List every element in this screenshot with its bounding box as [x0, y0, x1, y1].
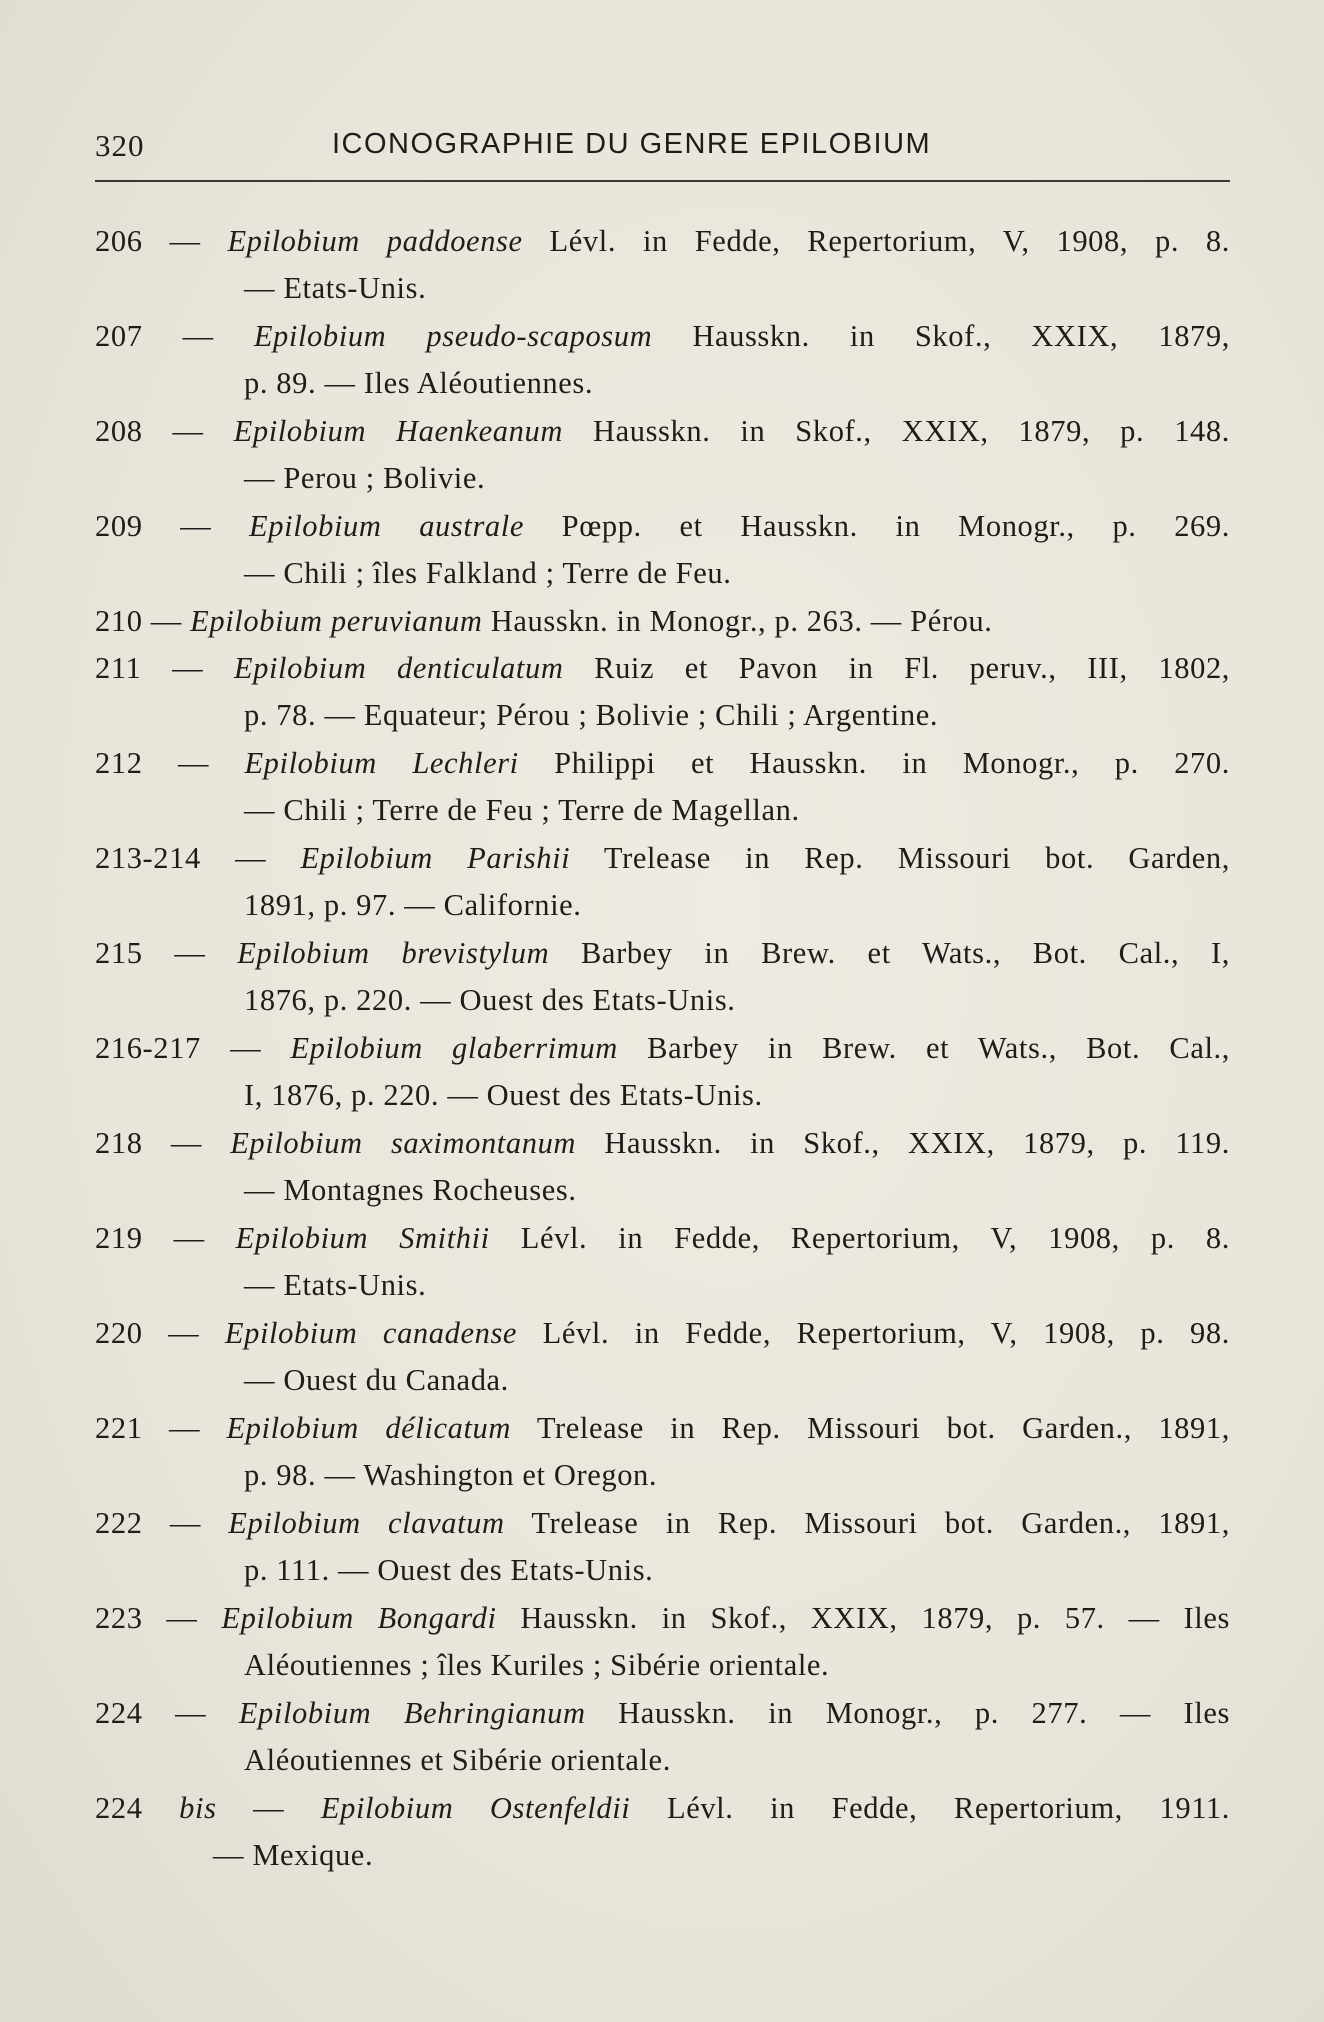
taxon-name: Epilobium canadense [224, 1316, 518, 1350]
entry-number: 213-214 [95, 841, 201, 875]
entry-suffix: bis [179, 1791, 217, 1825]
entry-number: 216-217 [95, 1031, 201, 1065]
citation: Philippi et Hausskn. in Monogr., p. 270. [554, 746, 1230, 780]
taxon-name: Epilobium clavatum [228, 1506, 505, 1540]
citation: Lévl. in Fedde, Repertorium, V, 1908, p. 98. [542, 1316, 1230, 1350]
citation-continuation: p. 89. — Iles Aléoutiennes. [244, 366, 594, 400]
entry-number: 207 [95, 319, 143, 353]
list-item: 222 — Epilobium clavatum Trelease in Rep. Missouri bot. Garden., 1891, p. 111. — Ouest des Etats-Unis. [95, 1500, 1230, 1595]
citation-continuation: — Etats-Unis. [244, 1268, 427, 1302]
page-header [95, 128, 1230, 174]
entry-number: 208 [95, 414, 143, 448]
citation: Hausskn. in Skof., XXIX, 1879, p. 57. — Iles [520, 1601, 1230, 1635]
taxon-name: Epilobium Bongardi [221, 1601, 497, 1635]
entry-number: 212 [95, 746, 143, 780]
citation: Hausskn. in Monogr., p. 277. — Iles [618, 1696, 1230, 1730]
entry-number: 222 [95, 1506, 143, 1540]
list-item: 224 — Epilobium Behringianum Hausskn. in Monogr., p. 277. — Iles Aléoutiennes et Sibérie orientale. [95, 1690, 1230, 1785]
entry-number: 224 [95, 1791, 143, 1825]
citation-continuation: p. 98. — Washington et Oregon. [244, 1458, 658, 1492]
citation-continuation: p. 78. — Equateur; Pérou ; Bolivie ; Chili ; Argentine. [244, 698, 939, 732]
list-item: 209 — Epilobium australe Pœpp. et Hausskn. in Monogr., p. 269. — Chili ; îles Falkland ; Terre de Feu. [95, 503, 1230, 598]
citation: Lévl. in Fedde, Repertorium, V, 1908, p. 8. [549, 224, 1230, 258]
citation: Lévl. in Fedde, Repertorium, V, 1908, p. 8. [520, 1221, 1230, 1255]
citation-continuation: p. 111. — Ouest des Etats-Unis. [244, 1553, 654, 1587]
citation: Hausskn. in Skof., XXIX, 1879, [692, 319, 1230, 353]
citation: Ruiz et Pavon in Fl. peruv., III, 1802, [594, 651, 1230, 685]
list-item: 207 — Epilobium pseudo-scaposum Hausskn. in Skof., XXIX, 1879, p. 89. — Iles Aléoutiennes. [95, 313, 1230, 408]
taxon-name: Epilobium Smithii [235, 1221, 490, 1255]
entry-number: 206 [95, 224, 143, 258]
taxon-name: Epilobium brevistylum [237, 936, 550, 970]
taxon-name: Epilobium glaberrimum [290, 1031, 618, 1065]
citation: Pœpp. et Hausskn. in Monogr., p. 269. [561, 509, 1230, 543]
list-item: 208 — Epilobium Haenkeanum Hausskn. in Skof., XXIX, 1879, p. 148. — Perou ; Bolivie. [95, 408, 1230, 503]
entry-number: 209 [95, 509, 143, 543]
list-item: 220 — Epilobium canadense Lévl. in Fedde, Repertorium, V, 1908, p. 98. — Ouest du Canada. [95, 1310, 1230, 1405]
entry-number: 210 [95, 604, 143, 638]
taxon-name: Epilobium saximontanum [230, 1126, 577, 1160]
citation-continuation: — Perou ; Bolivie. [244, 461, 486, 495]
entry-number: 221 [95, 1411, 143, 1445]
citation: Lévl. in Fedde, Repertorium, 1911. [666, 1791, 1230, 1825]
citation-continuation: — Mexique. [213, 1838, 374, 1872]
header-rule [95, 180, 1230, 182]
list-item: 224 bis — Epilobium Ostenfeldii Lévl. in Fedde, Repertorium, 1911. — Mexique. [95, 1785, 1230, 1880]
taxon-name: Epilobium Behringianum [238, 1696, 586, 1730]
taxon-name: Epilobium peruvianum [190, 604, 483, 638]
entry-number: 218 [95, 1126, 143, 1160]
citation-continuation: — Etats-Unis. [244, 271, 427, 305]
citation: Barbey in Brew. et Wats., Bot. Cal., I, [580, 936, 1230, 970]
citation-continuation: — Ouest du Canada. [244, 1363, 509, 1397]
list-item: 215 — Epilobium brevistylum Barbey in Brew. et Wats., Bot. Cal., I, 1876, p. 220. — Ouest des Etats-Unis. [95, 930, 1230, 1025]
citation-continuation: — Montagnes Rocheuses. [244, 1173, 577, 1207]
citation: Trelease in Rep. Missouri bot. Garden., 1891, [536, 1411, 1230, 1445]
taxon-name: Epilobium Parishii [300, 841, 571, 875]
citation-continuation: — Chili ; îles Falkland ; Terre de Feu. [244, 556, 732, 590]
page-number: 320 [95, 128, 145, 163]
taxon-name: Epilobium denticulatum [233, 651, 564, 685]
citation-continuation: Aléoutiennes ; îles Kuriles ; Sibérie orientale. [244, 1648, 830, 1682]
entry-number: 220 [95, 1316, 143, 1350]
citation-continuation: 1876, p. 220. — Ouest des Etats-Unis. [244, 983, 736, 1017]
list-item: 216-217 — Epilobium glaberrimum Barbey in Brew. et Wats., Bot. Cal., I, 1876, p. 220. — Ouest des Etats-Unis. [95, 1025, 1230, 1120]
list-item: 212 — Epilobium Lechleri Philippi et Hausskn. in Monogr., p. 270. — Chili ; Terre de Feu ; Terre de Magellan. [95, 740, 1230, 835]
taxon-name: Epilobium délicatum [226, 1411, 511, 1445]
list-item: 218 — Epilobium saximontanum Hausskn. in Skof., XXIX, 1879, p. 119. — Montagnes Rocheuses. [95, 1120, 1230, 1215]
citation: Hausskn. in Skof., XXIX, 1879, p. 119. [604, 1126, 1230, 1160]
list-item: 210 — Epilobium peruvianum Hausskn. in Monogr., p. 263. — Pérou. [95, 604, 993, 638]
entry-number: 219 [95, 1221, 143, 1255]
list-item: 206 — Epilobium paddoense Lévl. in Fedde, Repertorium, V, 1908, p. 8. — Etats-Unis. [95, 218, 1230, 313]
citation: Hausskn. in Monogr., p. 263. — Pérou. [490, 604, 993, 638]
taxon-name: Epilobium australe [249, 509, 524, 543]
citation: Hausskn. in Skof., XXIX, 1879, p. 148. [592, 414, 1230, 448]
entry-list [95, 218, 1230, 1880]
citation-continuation: I, 1876, p. 220. — Ouest des Etats-Unis. [244, 1078, 763, 1112]
entry-number: 223 [95, 1601, 143, 1635]
list-item: 213-214 — Epilobium Parishii Trelease in Rep. Missouri bot. Garden, 1891, p. 97. — Californie. [95, 835, 1230, 930]
list-item: 223 — Epilobium Bongardi Hausskn. in Skof., XXIX, 1879, p. 57. — Iles Aléoutiennes ; îles Kuriles ; Sibérie orientale. [95, 1595, 1230, 1690]
citation: Trelease in Rep. Missouri bot. Garden, [603, 841, 1230, 875]
citation-continuation: — Chili ; Terre de Feu ; Terre de Magellan. [244, 793, 800, 827]
list-item: 221 — Epilobium délicatum Trelease in Rep. Missouri bot. Garden., 1891, p. 98. — Washington et Oregon. [95, 1405, 1230, 1500]
taxon-name: Epilobium pseudo-scaposum [253, 319, 653, 353]
taxon-name: Epilobium paddoense [227, 224, 523, 258]
list-item: 219 — Epilobium Smithii Lévl. in Fedde, Repertorium, V, 1908, p. 8. — Etats-Unis. [95, 1215, 1230, 1310]
citation-continuation: Aléoutiennes et Sibérie orientale. [244, 1743, 671, 1777]
entry-number: 211 [95, 651, 142, 685]
taxon-name: Epilobium Lechleri [244, 746, 519, 780]
running-title: ICONOGRAPHIE DU GENRE EPILOBIUM [332, 128, 932, 160]
citation: Barbey in Brew. et Wats., Bot. Cal., [647, 1031, 1230, 1065]
citation-continuation: 1891, p. 97. — Californie. [244, 888, 582, 922]
entry-number: 224 [95, 1696, 143, 1730]
taxon-name: Epilobium Ostenfeldii [320, 1791, 631, 1825]
citation: Trelease in Rep. Missouri bot. Garden., 1891, [531, 1506, 1230, 1540]
list-item: 211 — Epilobium denticulatum Ruiz et Pavon in Fl. peruv., III, 1802, p. 78. — Equateur; Pérou ; Bolivie ; Chili ; Argentine. [95, 645, 1230, 740]
taxon-name: Epilobium Haenkeanum [233, 414, 563, 448]
entry-number: 215 [95, 936, 143, 970]
